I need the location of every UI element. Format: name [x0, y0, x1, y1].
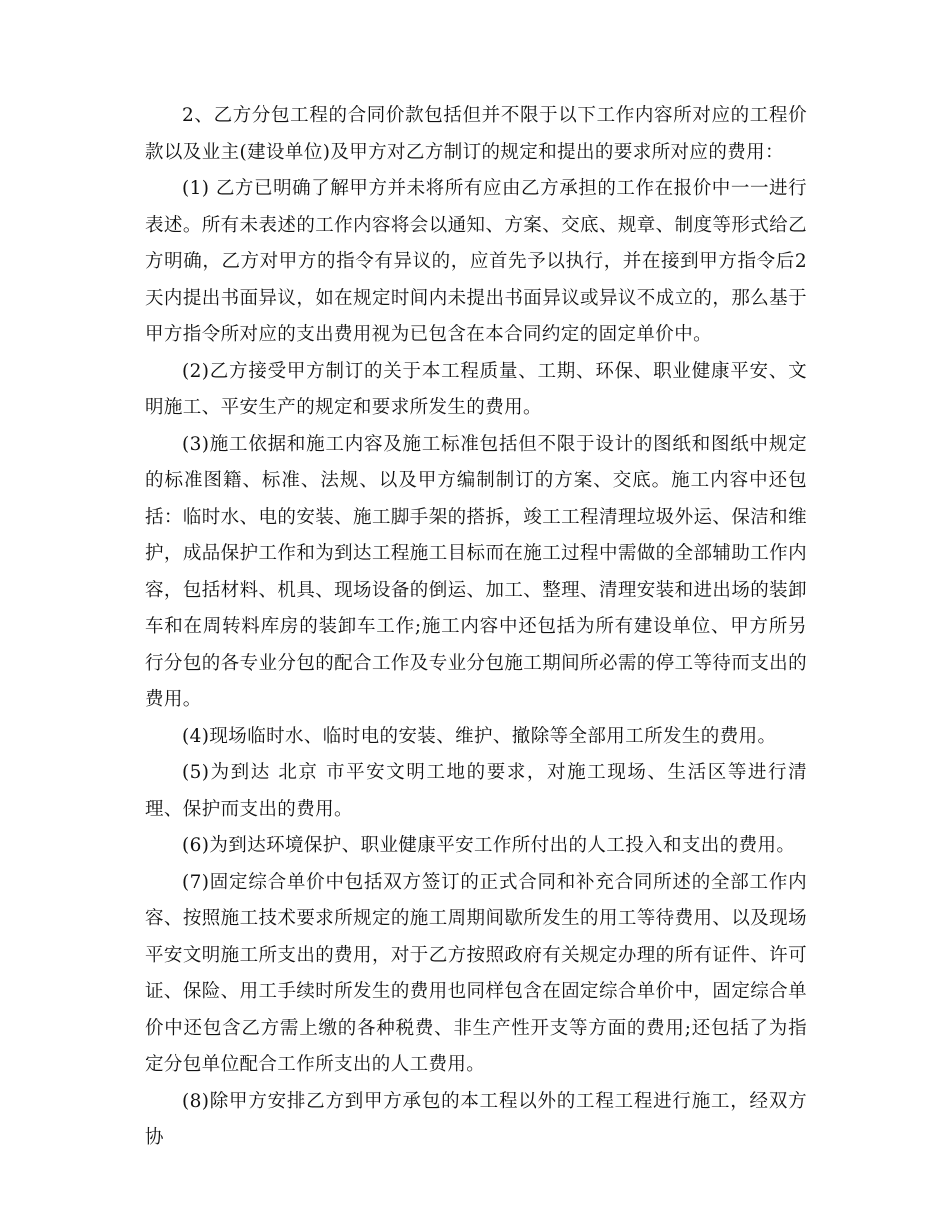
paragraph-item-2: (2)乙方接受甲方制订的关于本工程质量、工期、环保、职业健康平安、文明施工、平安生产的规定和要求所发生的费用。	[145, 360, 807, 418]
paragraph-item-5: (5)为到达 北京 市平安文明工地的要求，对施工现场、生活区等进行清理、保护而支出的费用。	[145, 762, 807, 820]
paragraph-item-8: (8)除甲方安排乙方到甲方承包的本工程以外的工程工程进行施工，经双方协	[145, 1090, 807, 1148]
paragraph-item-7: (7)固定综合单价中包括双方签订的正式合同和补充合同所述的全部工作内容、按照施工技术要求所规定的施工周期间歇所发生的用工等待费用、以及现场平安文明施工所支出的费用，对于乙方按照政府有关规定办理的所有证件、许可证、保险、用工手续时所发生的费用也同样包含在固定综合单价中，固定综合单价中还包含乙方需上缴的各种税费、非生产性开支等方面的费用;还包括了为指定分包单位配合工作所支出的人工费用。	[145, 871, 807, 1075]
paragraph-item-3: (3)施工依据和施工内容及施工标准包括但不限于设计的图纸和图纸中规定的标准图籍、标准、法规、以及甲方编制制订的方案、交底。施工内容中还包括：临时水、电的安装、施工脚手架的搭拆，竣工工程清理垃圾外运、保洁和维护，成品保护工作和为到达工程施工目标而在施工过程中需做的全部辅助工作内容，包括材料、机具、现场设备的倒运、加工、整理、清理安装和进出场的装卸车和在周转料库房的装卸车工作;施工内容中还包括为所有建设单位、甲方所另行分包的各专业分包的配合工作及专业分包施工期间所必需的停工等待而支出的费用。	[145, 433, 807, 710]
paragraph-clause-2: 2、乙方分包工程的合同价款包括但并不限于以下工作内容所对应的工程价款以及业主(建设单位)及甲方对乙方制订的规定和提出的要求所对应的费用：	[145, 105, 807, 163]
paragraph-item-4: (4)现场临时水、临时电的安装、维护、撤除等全部用工所发生的费用。	[182, 725, 777, 747]
paragraph-item-6: (6)为到达环境保护、职业健康平安工作所付出的人工投入和支出的费用。	[182, 835, 796, 856]
document-body	[145, 98, 807, 1157]
paragraph-item-1: (1) 乙方已明确了解甲方并未将所有应由乙方承担的工作在报价中一一进行表述。所有未表述的工作内容将会以通知、方案、交底、规章、制度等形式给乙方明确，乙方对甲方的指令有异议的，应首先予以执行，并在接到甲方指令后2天内提出书面异议，如在规定时间内未提出书面异议或异议不成立的，那么基于甲方指令所对应的支出费用视为已包含在本合同约定的固定单价中。	[145, 178, 807, 345]
